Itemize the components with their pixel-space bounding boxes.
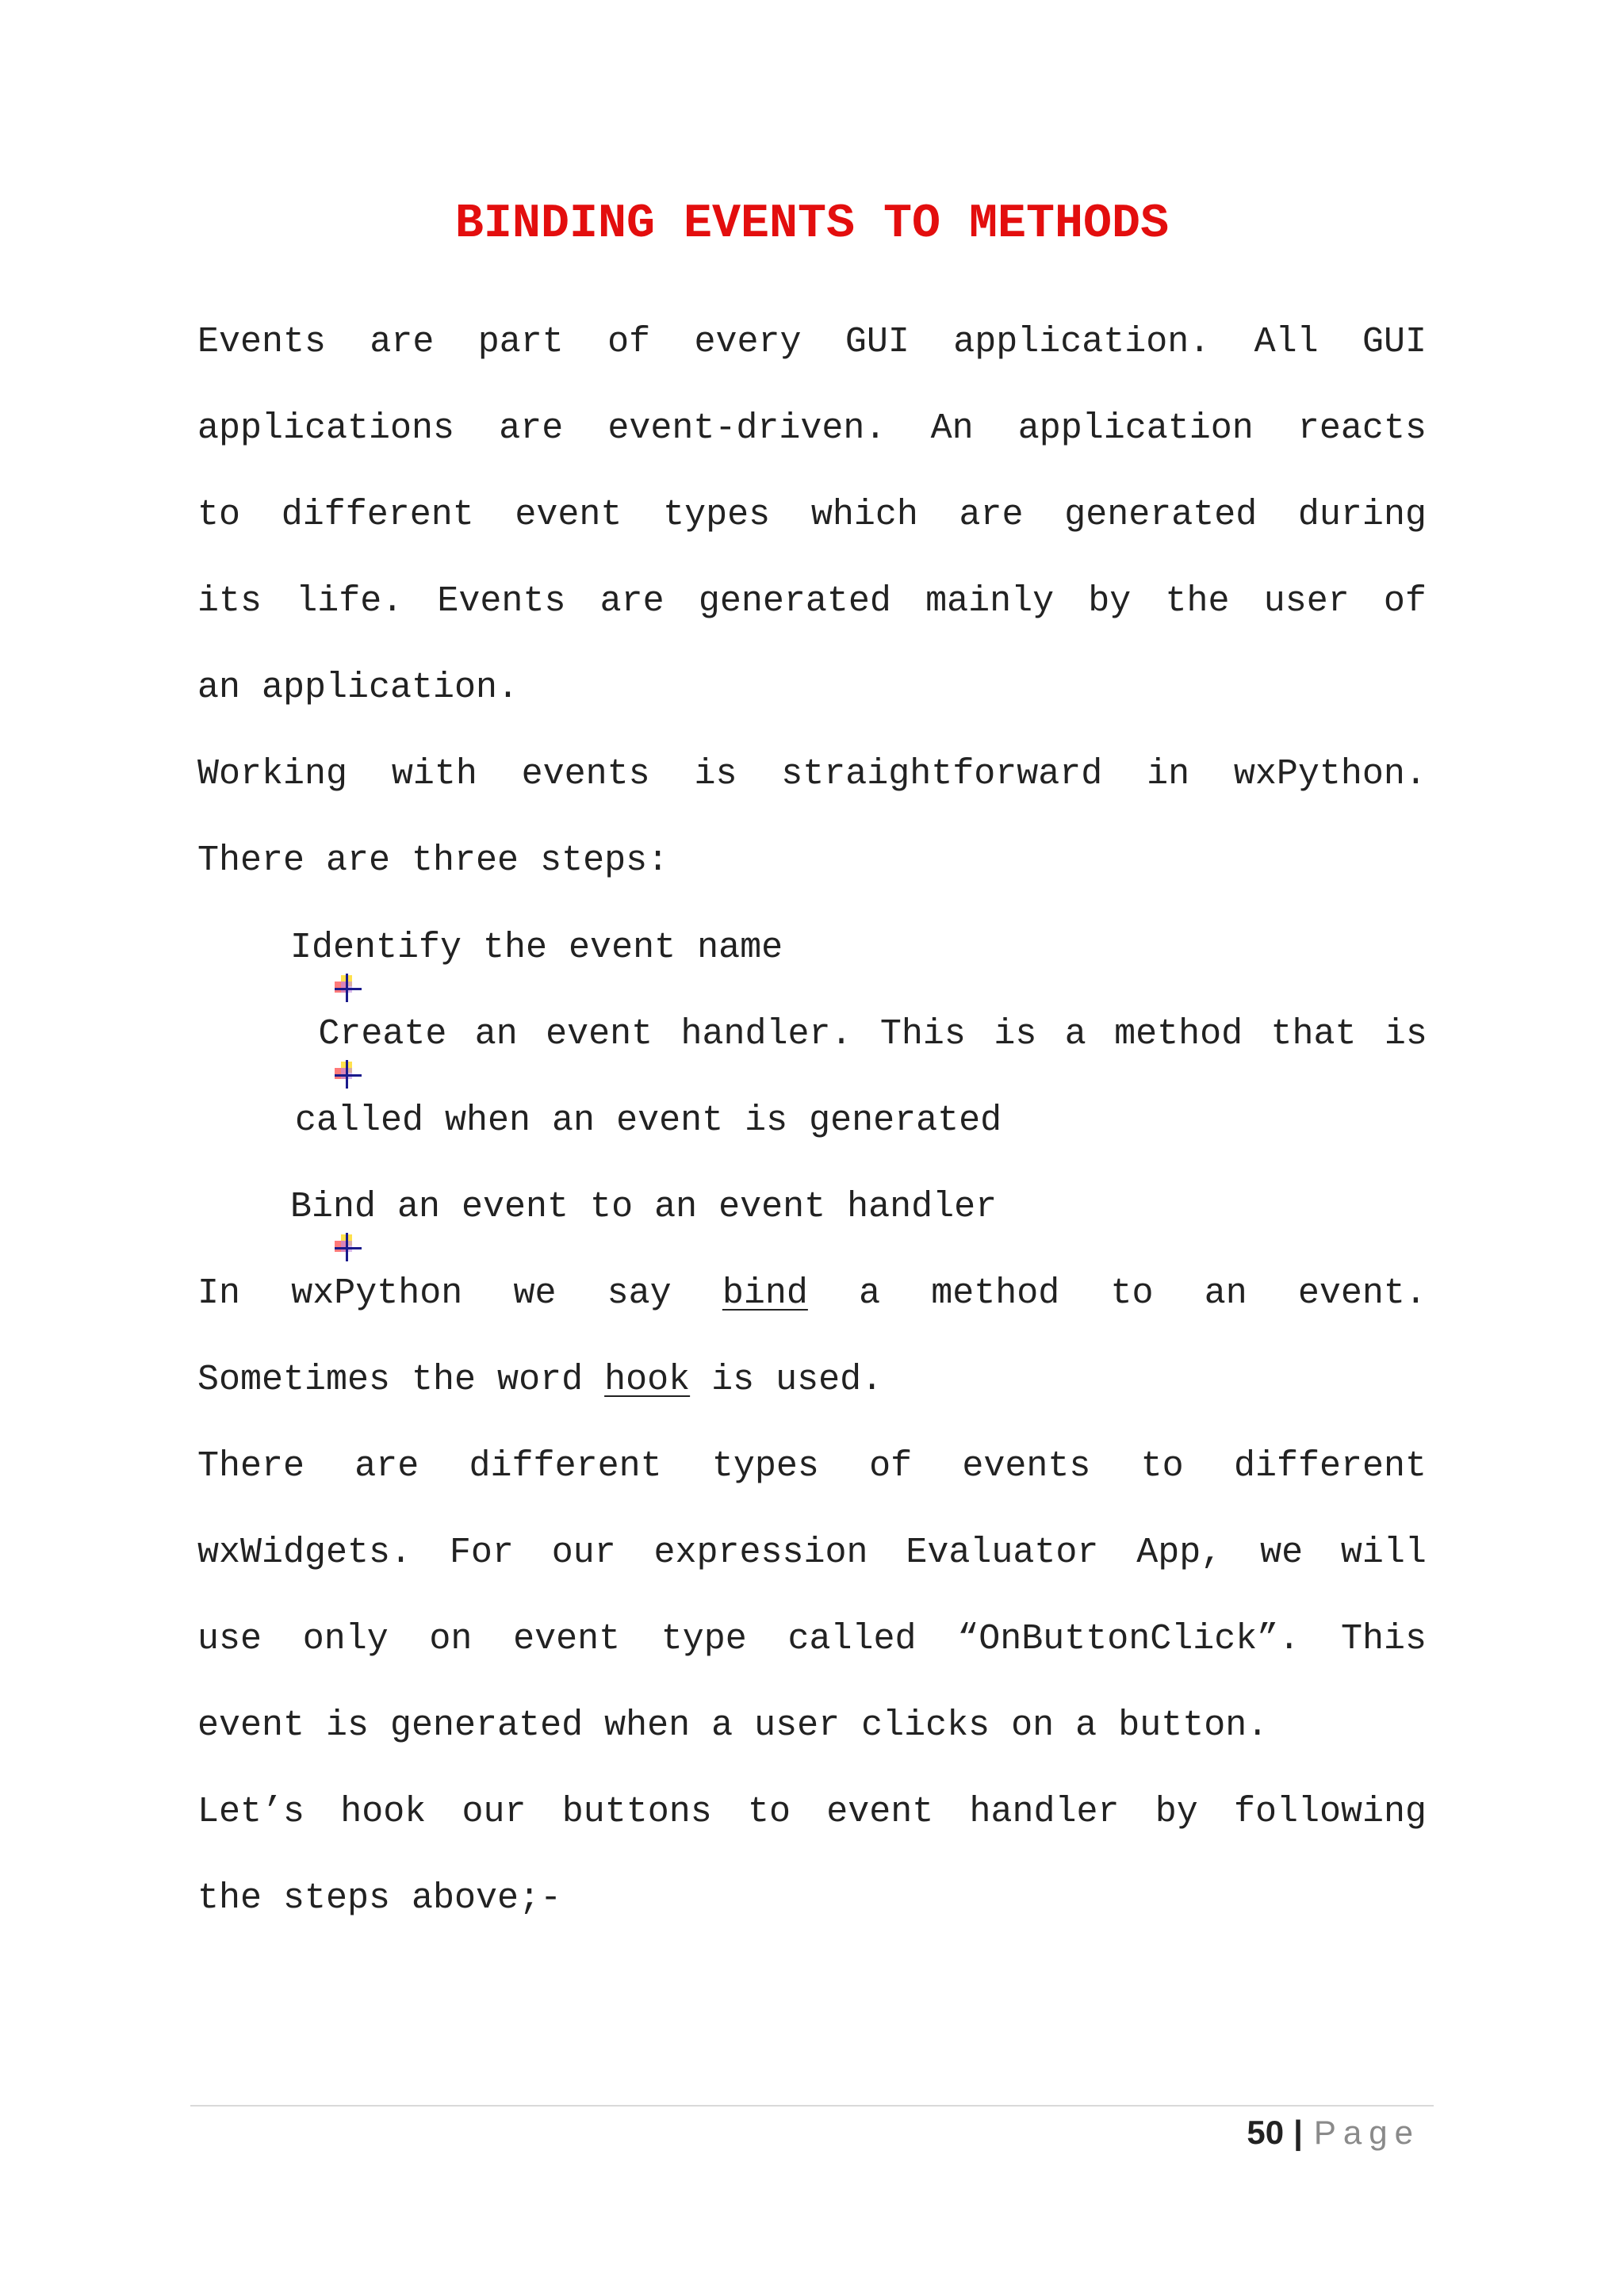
- word: use: [197, 1618, 262, 1659]
- word: on: [429, 1618, 473, 1659]
- underlined-term-bind: bind: [722, 1272, 808, 1314]
- paragraph-4-line-4: event is generated when a user clicks on a button.: [197, 1705, 1269, 1746]
- word: during: [1297, 494, 1427, 535]
- list-item-step-1: [246, 905, 1427, 991]
- paragraph-4-line-1: [197, 1423, 1427, 1510]
- word: we: [1260, 1532, 1304, 1573]
- plus-square-bullet-icon: [246, 1191, 279, 1224]
- word: GUI: [845, 321, 910, 362]
- paragraph-5-line-2: the steps above;-: [197, 1877, 562, 1919]
- word: to: [1110, 1272, 1154, 1314]
- word: Working: [197, 753, 348, 794]
- page-title: BINDING EVENTS TO METHODS: [454, 197, 1170, 251]
- word: wxPython: [291, 1272, 463, 1314]
- page-number: 50: [1247, 2114, 1285, 2151]
- word: Events: [437, 580, 566, 622]
- word: an: [474, 1014, 518, 1054]
- word: In: [197, 1272, 241, 1314]
- list-item-step-3: [246, 1164, 1427, 1250]
- word: we: [513, 1272, 557, 1314]
- word: are: [959, 494, 1024, 535]
- word: This: [879, 1014, 966, 1054]
- footer-divider: [190, 2105, 1434, 2107]
- word: is: [994, 1014, 1037, 1054]
- text: Sometimes the word: [197, 1359, 605, 1400]
- word: This: [1340, 1618, 1427, 1659]
- word: wxPython.: [1233, 753, 1427, 794]
- word: events: [521, 753, 650, 794]
- body-text: [197, 299, 1427, 904]
- word: are: [499, 408, 564, 449]
- word: For: [449, 1532, 514, 1573]
- word: Create: [318, 1014, 447, 1054]
- page-label: Page: [1313, 2114, 1420, 2151]
- underlined-term-hook: hook: [604, 1359, 691, 1400]
- word: to: [1140, 1445, 1184, 1487]
- word: events: [962, 1445, 1091, 1487]
- list-item-step-2-continued: called when an event is generated: [295, 1100, 1002, 1141]
- word: applications: [197, 408, 455, 449]
- word: application.: [953, 321, 1211, 362]
- paragraph-1-line-3: [197, 472, 1427, 558]
- word: our: [551, 1532, 616, 1573]
- word: will: [1340, 1532, 1427, 1573]
- word: with: [391, 753, 477, 794]
- word: straightforward: [781, 753, 1103, 794]
- word: event-driven.: [607, 408, 887, 449]
- footer-separator: |: [1293, 2114, 1303, 2151]
- word: event: [515, 494, 622, 535]
- word: There: [197, 1445, 305, 1487]
- paragraph-1-line-1: [197, 299, 1427, 385]
- word: All: [1254, 321, 1319, 362]
- paragraph-4-line-2: [197, 1510, 1427, 1596]
- word: types: [663, 494, 771, 535]
- body-text-lower: [197, 1250, 1427, 1942]
- word: reacts: [1297, 408, 1427, 449]
- word: An: [930, 408, 974, 449]
- word: event.: [1297, 1272, 1427, 1314]
- word: which: [810, 494, 918, 535]
- word: to: [197, 494, 241, 535]
- word: a: [1064, 1014, 1086, 1054]
- word: “OnButtonClick”.: [957, 1618, 1300, 1659]
- word: different: [1233, 1445, 1427, 1487]
- paragraph-1-line-2: [197, 385, 1427, 472]
- word: are: [370, 321, 435, 362]
- list-item-step-2: [246, 991, 1427, 1077]
- word: of: [869, 1445, 913, 1487]
- word: only: [302, 1618, 389, 1659]
- word: a: [859, 1272, 881, 1314]
- word: called: [787, 1618, 917, 1659]
- word: different: [281, 494, 474, 535]
- word: is: [1384, 1014, 1427, 1054]
- word: its: [197, 580, 262, 622]
- word: user: [1263, 580, 1350, 622]
- word: of: [1383, 580, 1427, 622]
- paragraph-3-line-2: [197, 1337, 1427, 1423]
- word: method: [1114, 1014, 1243, 1054]
- word: event: [826, 1791, 934, 1832]
- word: Events: [197, 321, 327, 362]
- word: application: [1017, 408, 1254, 449]
- paragraph-3-line-1: [197, 1250, 1427, 1337]
- step-1-text: Identify the event name: [290, 928, 783, 968]
- word: App,: [1136, 1532, 1223, 1573]
- word: different: [469, 1445, 662, 1487]
- word: every: [694, 321, 802, 362]
- word: are: [599, 580, 665, 622]
- word: our: [462, 1791, 527, 1832]
- paragraph-1-line-5: an application.: [197, 667, 519, 708]
- paragraph-5-line-1: [197, 1769, 1427, 1855]
- paragraph-4-line-3: [197, 1596, 1427, 1682]
- word: the: [1165, 580, 1230, 622]
- word: method: [931, 1272, 1060, 1314]
- word: GUI: [1362, 321, 1427, 362]
- plus-square-bullet-icon: [246, 1018, 279, 1051]
- word: life.: [296, 580, 404, 622]
- word: part: [477, 321, 564, 362]
- word: generated: [1064, 494, 1258, 535]
- word: generated: [698, 580, 891, 622]
- word: are: [354, 1445, 419, 1487]
- paragraph-2-line-2: There are three steps:: [197, 840, 669, 881]
- word: types: [711, 1445, 819, 1487]
- paragraph-2-line-1: [197, 731, 1427, 817]
- word: that: [1270, 1014, 1357, 1054]
- word: type: [661, 1618, 747, 1659]
- word: event: [546, 1014, 653, 1054]
- word: following: [1233, 1791, 1427, 1832]
- word: say: [607, 1272, 672, 1314]
- plus-square-bullet-icon: [246, 932, 279, 965]
- word: handler.: [680, 1014, 852, 1054]
- word: wxWidgets.: [197, 1532, 412, 1573]
- word: in: [1147, 753, 1190, 794]
- word: Let’s: [197, 1791, 305, 1832]
- page-footer: [1247, 2109, 1420, 2156]
- step-3-text: Bind an event to an event handler: [290, 1187, 998, 1227]
- word: of: [607, 321, 651, 362]
- word: by: [1088, 580, 1132, 622]
- word: an: [1204, 1272, 1247, 1314]
- word: buttons: [561, 1791, 712, 1832]
- word: Evaluator: [906, 1532, 1099, 1573]
- word: by: [1155, 1791, 1198, 1832]
- word: handler: [969, 1791, 1120, 1832]
- word: to: [747, 1791, 791, 1832]
- word: is: [694, 753, 737, 794]
- word: event: [513, 1618, 621, 1659]
- word: expression: [653, 1532, 868, 1573]
- text: is used.: [690, 1359, 883, 1400]
- word: mainly: [925, 580, 1055, 622]
- word: hook: [340, 1791, 427, 1832]
- paragraph-1-line-4: [197, 558, 1427, 645]
